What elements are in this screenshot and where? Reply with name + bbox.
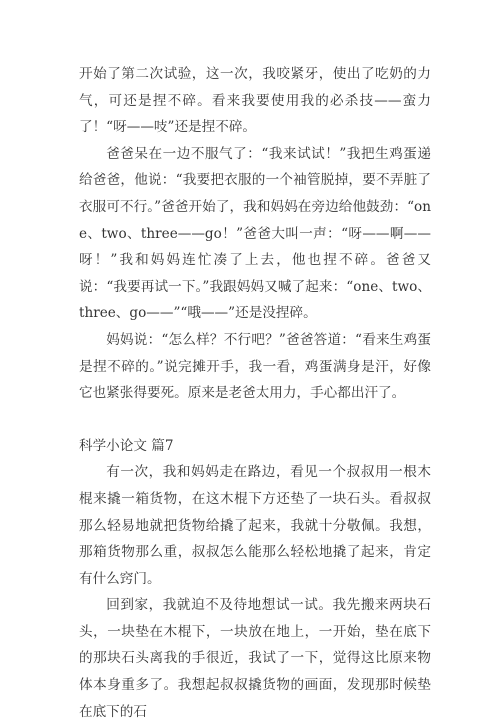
section-heading: 科学小论文 篇7 xyxy=(79,437,174,454)
paragraph: 开始了第二次试验，这一次，我咬紧牙，使出了吃奶的力气，可还是捏不碎。看来我要使用我的必杀技——蛮力了！“呀——吱”还是捏不碎。 xyxy=(79,66,431,136)
paragraph: 有一次，我和妈妈走在路边，看见一个叔叔用一根木棍来撬一箱货物，在这木棍下方还垫了一块石头。看叔叔那么轻易地就把货物给撬了起来，我就十分敬佩。我想，那箱货物那么重，叔叔怎么能那么轻松地撬了起来，肯定有什么窍门。 xyxy=(79,464,431,587)
paragraph: 回到家，我就迫不及待地想试一试。我先搬来两块石头，一块垫在木棍下，一块放在地上，一开始，垫在底下的那块石头离我的手很近，我试了一下，觉得这比原来物体本身重多了。我想起叔叔撬货物的画面，发现那时候垫在底下的石 xyxy=(79,597,431,720)
paragraph: 妈妈说：“怎么样？不行吧？”爸爸答道：“看来生鸡蛋是捏不碎的。”说完摊开手，我一看，鸡蛋满身是汗，好像它也紧张得要死。原来是老爸太用力，手心都出汗了。 xyxy=(79,331,431,402)
paragraph: 爸爸呆在一边不服气了：“我来试试！”我把生鸡蛋递给爸爸，他说：“我要把衣服的一个袖管脱掉，要不弄脏了衣服可不行。”爸爸开始了，我和妈妈在旁边给他鼓劲：“one、two、three——go！”爸爸大叫一声：“呀——啊——呀！”我和妈妈连忙凑了上去，他也捏不碎。爸爸又说：“我要再试一下。”我跟妈妈又喊了起来：“one、two、three、go——”“哦——”还是没捏碎。 xyxy=(79,145,431,322)
document-body xyxy=(79,61,431,725)
